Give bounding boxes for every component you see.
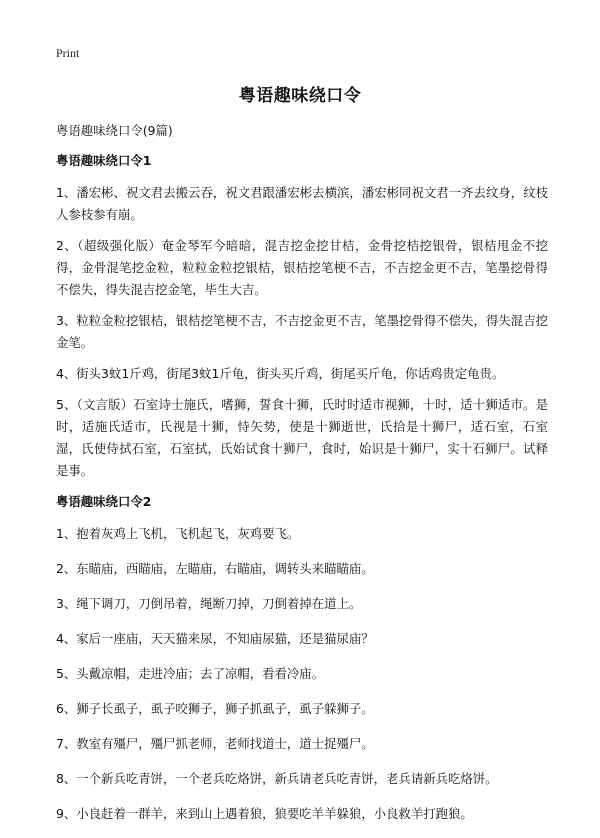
paragraph: 5、头戴凉帽，走进冷庙；去了凉帽，看看冷庙。	[56, 666, 325, 681]
paragraph: 5、（文言版）石室诗士施氏，嗜狮，誓食十狮，氏时时适市视狮，十时，适十狮适市。是时，适施氏适市，氏视是十狮，恃矢势，使是十狮逝世，氏拾是十狮尸，适石室，石室湿，氏使侍拭石室，石室拭，氏始试食十狮尸，食时，始识是十狮尸，实十石狮尸。试释是事。	[56, 397, 548, 478]
print-link[interactable]: Print	[56, 46, 80, 60]
document-body	[56, 120, 548, 838]
page-title: 粤语趣味绕口令	[238, 86, 362, 106]
paragraph: 8、一个新兵吃青饼，一个老兵吃烙饼，新兵请老兵吃青饼，老兵请新兵吃烙饼。	[56, 771, 498, 786]
section-heading: 粤语趣味绕口令1	[56, 153, 152, 168]
paragraph: 2、东瞄庙，西瞄庙，左瞄庙，右瞄庙，调转头来瞄瞄庙。	[56, 561, 374, 576]
paragraph: 3、粒粒金粒挖银桔，银桔挖笔梗不吉，不吉挖金更不吉，笔墨挖骨得不偿失，得失混吉挖金笔。	[56, 313, 548, 350]
paragraph: 3、绳下调刀，刀倒吊着，绳断刀掉，刀倒着掉在道上。	[56, 596, 362, 611]
paragraph: 2、（超级强化版）奄金琴军今暗暗，混吉挖金挖甘桔，金骨挖桔挖银骨，银桔甩金不挖得，金骨混笔挖金粒，粒粒金粒挖银桔，银桔挖笔梗不吉，不吉挖金更不吉，笔墨挖骨得不偿失，得失混吉挖金笔，毕生大吉。	[56, 238, 548, 297]
section-2	[56, 491, 548, 825]
paragraph: 1、潘宏彬、祝文君去搬云吞，祝文君跟潘宏彬去横滨，潘宏彬同祝文君一齐去纹身，纹枝人参枝参有崩。	[56, 185, 548, 222]
section-1	[56, 150, 548, 482]
document-subtitle: 粤语趣味绕口令(9篇)	[56, 123, 173, 138]
paragraph: 4、街头3蚊1斤鸡，街尾3蚊1斤龟，街头买斤鸡，街尾买斤龟，你话鸡贵定龟贵。	[56, 366, 505, 381]
paragraph: 6、狮子长虱子，虱子咬狮子，狮子抓虱子，虱子躲狮子。	[56, 701, 374, 716]
paragraph: 4、家后一座庙，天天猫来尿，不知庙尿猫，还是猫尿庙？	[56, 631, 374, 646]
paragraph: 7、教室有殭尸，殭尸抓老师，老师找道士，道士捉殭尸。	[56, 736, 374, 751]
paragraph: 9、小良赶着一群羊，来到山上遇着狼，狼要吃羊羊躲狼，小良救羊打跑狼。	[56, 806, 473, 821]
paragraph: 1、抱着灰鸡上飞机，飞机起飞，灰鸡要飞。	[56, 526, 300, 541]
section-heading: 粤语趣味绕口令2	[56, 494, 152, 509]
